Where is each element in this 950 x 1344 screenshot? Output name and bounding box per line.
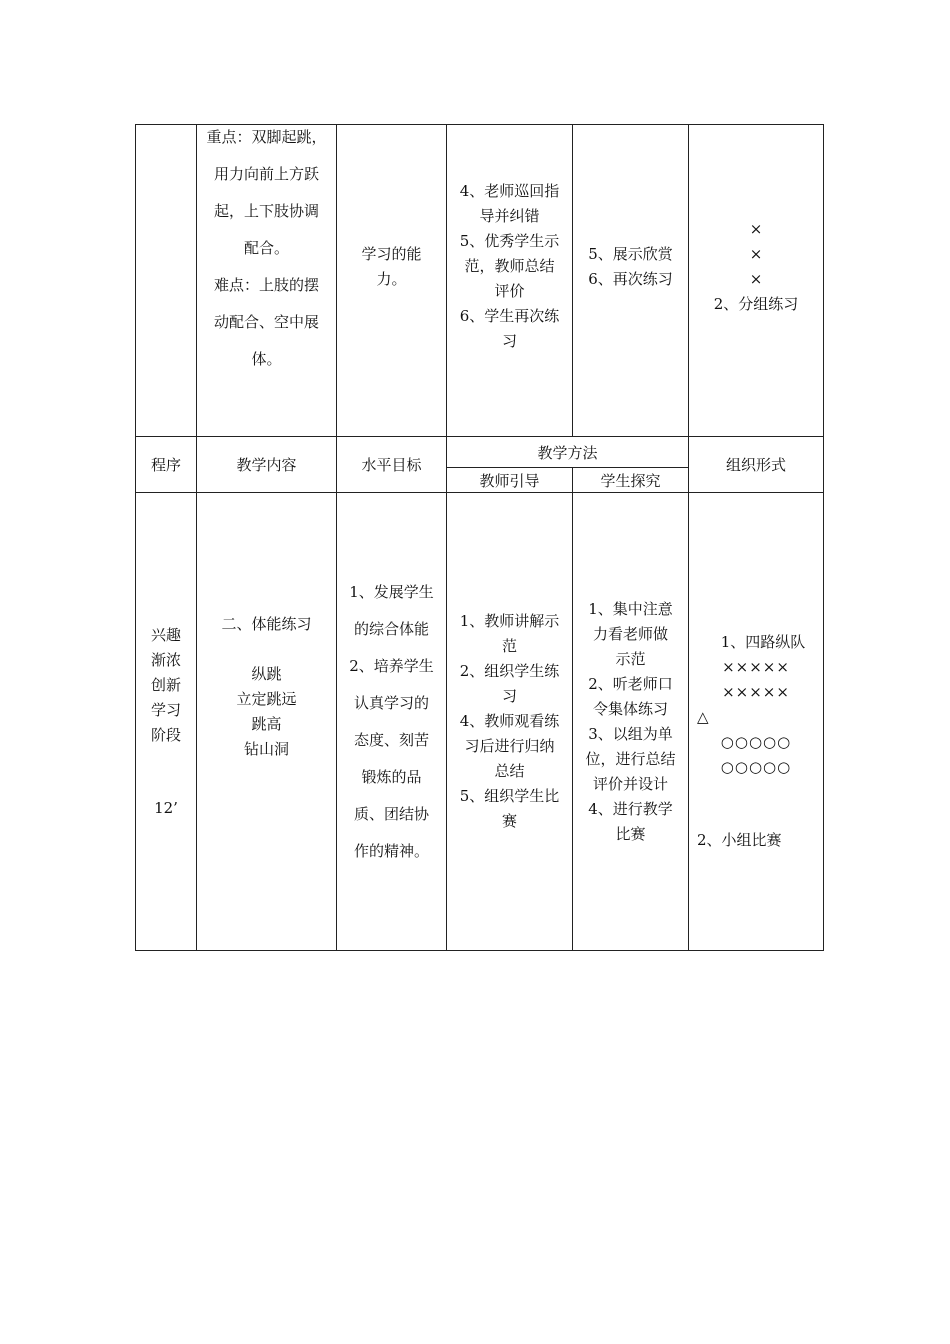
formation-row-cross: ××××× (722, 683, 790, 701)
stage-line: 创新 (150, 675, 181, 694)
formation-mark: × (749, 219, 763, 238)
formation-mark: × (749, 244, 763, 263)
student-line: 位，进行总结 (585, 749, 676, 768)
content-cell-key-points (197, 125, 337, 437)
continuation-row (136, 125, 824, 437)
teacher-line: 赛 (501, 812, 517, 830)
organization-footer: 2、小组比赛 (697, 831, 782, 849)
organization-cell (689, 493, 824, 951)
teacher-line: 4、教师观看练 (459, 712, 560, 730)
teacher-line: 4、老师巡回指 (459, 182, 560, 200)
student-line: 2、听老师口 (588, 674, 673, 693)
goal-line: 力。 (376, 269, 407, 288)
student-line: 示范 (615, 649, 646, 668)
student-line: 力看老师做 (592, 624, 668, 643)
stage-cell (136, 493, 197, 951)
teacher-line: 范 (501, 637, 517, 655)
content-item: 纵跳 (251, 664, 282, 683)
teacher-line: 6、学生再次练 (459, 307, 560, 325)
student-explore-cell (573, 493, 689, 951)
content-line: 起，上下肢协调 (213, 202, 319, 220)
teacher-line: 评价 (494, 282, 525, 300)
stage-line: 渐浓 (150, 650, 181, 669)
teacher-guide-cell (447, 493, 573, 951)
content-line: 重点：双脚起跳， (206, 128, 327, 146)
student-line: 4、进行教学 (588, 799, 673, 818)
organization-label: 2、分组练习 (713, 294, 799, 313)
formation-row-cross: ××××× (722, 658, 790, 676)
organization-title: 1、四路纵队 (720, 633, 806, 651)
goal-line: 1、发展学生 (349, 582, 434, 601)
content-item: 立定跳远 (236, 689, 297, 708)
student-line: 6、再次练习 (588, 269, 673, 288)
student-line: 5、展示欣赏 (588, 244, 673, 263)
content-item: 钻山洞 (243, 739, 289, 758)
teacher-line: 导并纠错 (479, 207, 540, 225)
stage-row (136, 493, 824, 951)
teacher-line: 1、教师讲解示 (459, 612, 560, 630)
lesson-plan-table (135, 124, 824, 951)
goal-line: 锻炼的品 (361, 767, 422, 786)
content-item: 跳高 (251, 714, 282, 733)
formation-row-circle: ○○○○○ (720, 758, 792, 776)
organization-cell (689, 125, 824, 437)
student-line: 比赛 (615, 824, 646, 843)
teacher-line: 总结 (494, 762, 525, 780)
student-line: 令集体练习 (592, 699, 668, 718)
stage-time: 12’ (154, 798, 178, 817)
header-goal: 水平目标 (337, 437, 447, 493)
student-line: 评价并设计 (592, 774, 668, 793)
teacher-guide-cell (447, 125, 573, 437)
content-line: 难点：上肢的摆 (213, 276, 319, 294)
header-row (136, 437, 824, 468)
goal-line: 质、团结协 (353, 804, 429, 823)
teacher-line: 5、组织学生比 (459, 787, 560, 805)
student-explore-cell (573, 125, 689, 437)
student-line: 1、集中注意 (588, 599, 673, 618)
goal-line: 作的精神。 (353, 841, 429, 860)
teacher-line: 范，教师总结 (464, 257, 555, 275)
content-line: 体。 (251, 350, 282, 368)
goal-line: 学习的能 (361, 244, 422, 263)
header-method: 教学方法 (447, 437, 689, 468)
content-line: 配合。 (243, 239, 289, 257)
stage-line: 学习 (150, 700, 181, 719)
student-line: 3、以组为单 (588, 724, 673, 743)
teacher-line: 习 (501, 332, 517, 350)
goal-cell (337, 125, 447, 437)
procedure-cell-empty (136, 125, 197, 437)
header-teacher-guide: 教师引导 (447, 468, 573, 493)
teacher-triangle-icon: △ (697, 708, 709, 726)
goal-line: 2、培养学生 (349, 656, 434, 675)
teacher-line: 5、优秀学生示 (459, 232, 560, 250)
goal-line: 的综合体能 (353, 619, 429, 638)
teacher-line: 2、组织学生练 (459, 662, 560, 680)
stage-line: 兴趣 (150, 625, 181, 644)
stage-line: 阶段 (150, 725, 181, 744)
header-student-explore: 学生探究 (573, 468, 689, 493)
header-organization: 组织形式 (689, 437, 824, 493)
header-content: 教学内容 (197, 437, 337, 493)
teacher-line: 习后进行归纳 (464, 737, 555, 755)
goal-line: 认真学习的 (353, 693, 429, 712)
goal-line: 态度、刻苦 (353, 730, 429, 749)
goal-cell (337, 493, 447, 951)
content-title: 二、体能练习 (221, 614, 312, 633)
content-line: 动配合、空中展 (213, 313, 319, 331)
header-procedure: 程序 (136, 437, 197, 493)
formation-row-circle: ○○○○○ (720, 733, 792, 751)
content-cell (197, 493, 337, 951)
teacher-line: 习 (501, 687, 517, 705)
content-line: 用力向前上方跃 (213, 165, 319, 183)
formation-mark: × (749, 269, 763, 288)
